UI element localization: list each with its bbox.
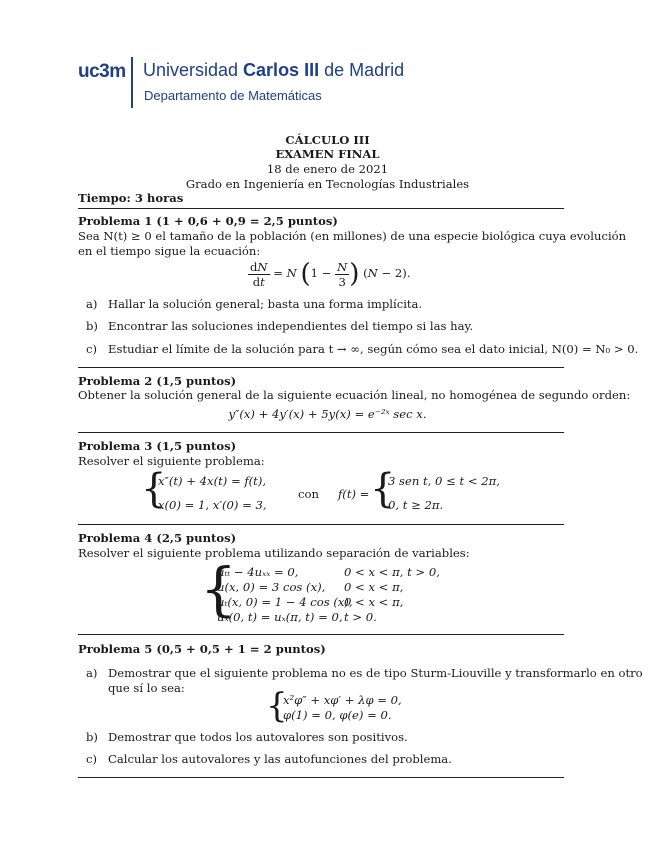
left-brace: { — [370, 466, 396, 512]
problem-1-item-b: b) Encontrar las soluciones independientes del tiempo si las hay. — [86, 319, 474, 333]
problem-1-equation: $\frac{dN}{dt}$ = N (1 − $\frac{N}{3}$ ) (N − 2). — [250, 259, 411, 289]
problem-1-title: Problema 1 (1 + 0,6 + 0,9 = 2,5 puntos) — [78, 214, 338, 228]
f-case-2: 0, t ≥ 2π. — [388, 498, 444, 512]
exam-time: Tiempo: 3 horas — [78, 191, 184, 205]
divider — [78, 367, 564, 368]
problem-5-item-c: c) Calcular los autovalores y las autofunciones del problema. — [86, 752, 452, 766]
problem-4-row: uₜ(x, 0) = 1 − 4 cos (x), — [217, 595, 353, 609]
problem-1-item-a: a) Hallar la solución general; basta una forma implícita. — [86, 297, 423, 311]
course-title: CÁLCULO III — [285, 133, 370, 147]
problem-5-item-a: a) Demostrar que el siguiente problema no es de tipo Sturm-Liouville y transformarlo en otro — [86, 666, 643, 680]
f-definition-lhs: f(t) = — [338, 487, 370, 501]
f-case-1: 3 sen t, 0 ≤ t < 2π, — [388, 474, 500, 488]
problem-5-item-b: b) Demostrar que todos los autovalores son positivos. — [86, 730, 408, 744]
university-name: Universidad Carlos III de Madrid — [143, 60, 405, 80]
degree-name: Grado en Ingeniería en Tecnologías Industriales — [185, 177, 470, 191]
problem-5-item-a-cont: que sí lo sea: — [108, 681, 185, 695]
problem-3-intro: Resolver el siguiente problema: — [78, 454, 265, 468]
exam-date: 18 de enero de 2021 — [266, 162, 389, 176]
problem-1-item-c: c) Estudiar el límite de la solución para t → ∞, según cómo sea el dato inicial, N(0) = N₀ > 0. — [86, 342, 639, 356]
problem-5-title: Problema 5 (0,5 + 0,5 + 1 = 2 puntos) — [78, 642, 326, 656]
problem-5-system-line-1: x²φ″ + xφ′ + λφ = 0, — [283, 693, 402, 707]
divider — [78, 634, 564, 635]
problem-3-title: Problema 3 (1,5 puntos) — [78, 439, 237, 453]
problem-4-condition: 0 < x < π, — [344, 595, 404, 609]
problem-2-title: Problema 2 (1,5 puntos) — [78, 374, 237, 388]
problem-4-condition: 0 < x < π, t > 0, — [344, 565, 440, 579]
problem-4-title: Problema 4 (2,5 puntos) — [78, 531, 237, 545]
problem-1-intro-2: en el tiempo sigue la ecuación: — [78, 244, 261, 258]
logo-divider — [131, 57, 133, 108]
problem-4-intro: Resolver el siguiente problema utilizando separación de variables: — [78, 546, 470, 560]
left-brace: { — [266, 686, 288, 726]
divider — [78, 208, 564, 209]
problem-4-row: uₓ(0, t) = uₓ(π, t) = 0, — [217, 610, 343, 624]
problem-3-system-line-2: x(0) = 1, x′(0) = 3, — [158, 498, 267, 512]
problem-5-system-line-2: φ(1) = 0, φ(e) = 0. — [283, 708, 392, 722]
divider — [78, 777, 564, 778]
problem-4-condition: 0 < x < π, — [344, 580, 404, 594]
left-brace: { — [200, 555, 237, 623]
problem-4-row: uₜₜ − 4uₓₓ = 0, — [217, 565, 299, 579]
uc3m-logo: uc3m — [78, 61, 126, 82]
department-name: Departamento de Matemáticas — [144, 88, 322, 103]
problem-2-intro: Obtener la solución general de la siguiente ecuación lineal, no homogénea de segundo orden: — [78, 388, 631, 402]
problem-2-equation: y″(x) + 4y′(x) + 5y(x) = e⁻²ˣ sec x. — [228, 407, 427, 421]
problem-4-condition: t > 0. — [344, 610, 377, 624]
problem-1-intro: Sea N(t) ≥ 0 el tamaño de la población (en millones) de una especie biológica cuya evolución — [78, 229, 627, 243]
divider — [78, 432, 564, 433]
left-brace: { — [141, 466, 167, 512]
con-label: con — [298, 487, 319, 501]
divider — [78, 524, 564, 525]
problem-3-system-line-1: x″(t) + 4x(t) = f(t), — [158, 474, 267, 488]
problem-4-row: u(x, 0) = 3 cos (x), — [217, 580, 326, 594]
exam-type: EXAMEN FINAL — [275, 147, 380, 161]
